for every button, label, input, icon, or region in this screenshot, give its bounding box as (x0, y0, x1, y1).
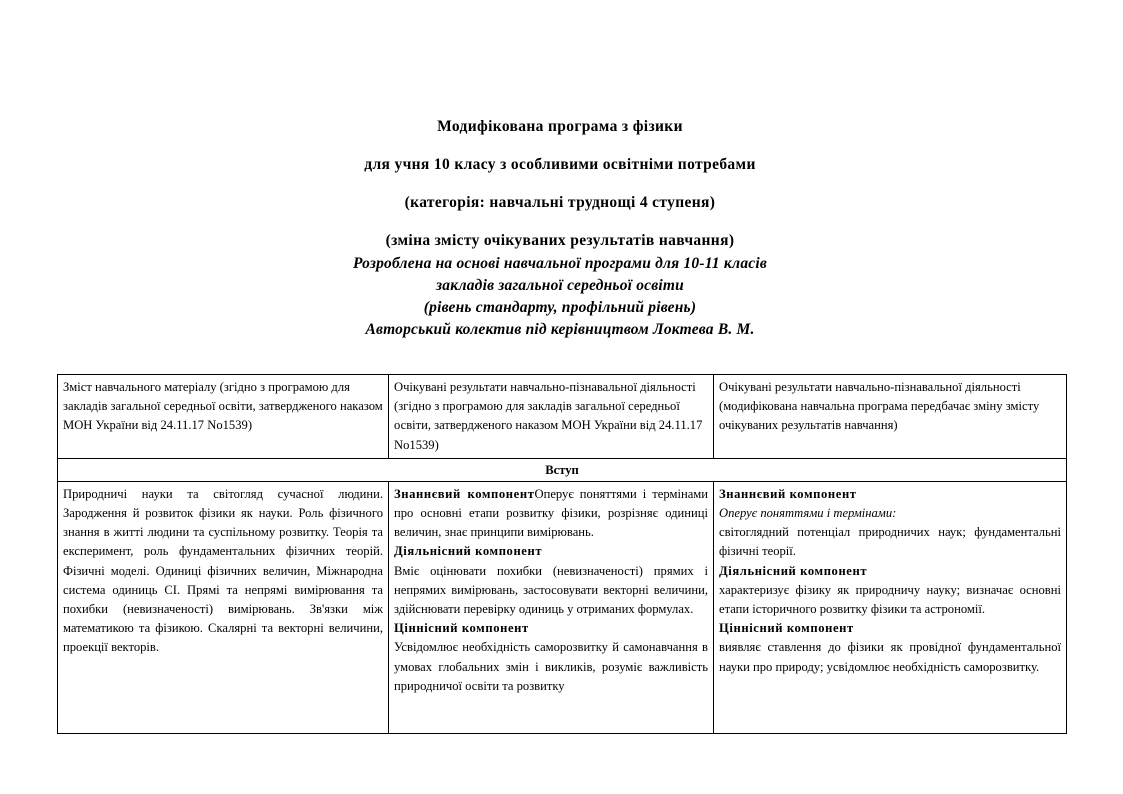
cell-expected-results-original (389, 481, 714, 733)
table-header-row (58, 375, 1067, 459)
text-activity-component-original: Вміє оцінювати похибки (невизначеності) прямих і непрямих вимірювань, застосовувати векторні величини, здійснювати перевірку одиниць у отриманих формулах. (394, 563, 708, 617)
page-title-line-2: для учня 10 класу з особливими освітніми потребами (364, 156, 756, 173)
cell-expected-results-modified (714, 481, 1067, 733)
text-value-component-modified: виявляє ставлення до фізики як провідної фундаментальної науки про природу; усвідомлює необхідність саморозвитку. (719, 640, 1061, 674)
document-subtitle-block (160, 253, 960, 341)
subtitle-line-2: закладів загальної середньої освіти (436, 277, 684, 294)
text-activity-component-modified: характеризує фізику як природничу науку; визначає основні етапи історичного розвитку фізики та астрономії. (719, 582, 1061, 617)
subtitle-line-4: Авторський колектив під керівництвом Локтева В. М. (365, 321, 755, 338)
text-knowledge-component-modified: світоглядний потенціал природничих наук; фундаментальні фізичні теорії. (719, 525, 1061, 559)
document-title-block (160, 108, 960, 260)
table-row (58, 481, 1067, 733)
page-title-line-3: (категорія: навчальні труднощі 4 ступеня) (404, 194, 716, 211)
cell-content-material: Природничі науки та світогляд сучасної людини. Зародження й розвиток фізики як науки. Роль фізичного знання в житті людини та суспільному розвитку. Теорія та експеримент, роль фундаментальних фізичних теорій. Фізичні моделі. Одиниці фізичних величин, Міжнародна система одиниць СІ. Прямі та непрямі вимірювання та похибки (невизначеності) вимірювань. Зв'язки між математикою та фізикою. Скалярні та векторні величини, проекції векторів. (58, 481, 389, 733)
column-header-content: Зміст навчального матеріалу (згідно з програмою для закладів загальної середньої освіти, затвердженого наказом МОН України від 24.11.17 No1539) (58, 375, 389, 459)
page-title-line-1: Модифікована програма з фізики (437, 118, 683, 135)
subtitle-line-1: Розроблена на основі навчальної програми для 10-11 класів (353, 255, 767, 272)
label-activity-component-original: Діяльнісний компонент (394, 544, 543, 559)
label-activity-component-modified: Діяльнісний компонент (719, 563, 868, 578)
section-title-vstup: Вступ (58, 458, 1067, 481)
label-knowledge-component-original: Знаннєвий компонент (394, 486, 535, 501)
label-value-component-modified: Ціннісний компонент (719, 621, 854, 636)
curriculum-table (57, 374, 1067, 734)
text-value-component-original: Усвідомлює необхідність саморозвитку й самонавчання в умовах глобальних змін і викликів, розуміє важливість природничої освіти та розвитку (394, 640, 708, 693)
column-header-expected-results-original: Очікувані результати навчально-пізнавальної діяльності (згідно з програмою для закладів загальної середньої освіти, затвердженого наказом МОН України від 24.11.17 No1539) (389, 375, 714, 459)
subtitle-line-3: (рівень стандарту, профільний рівень) (423, 299, 697, 316)
italic-operates-concepts: Оперує поняттями і термінами: (719, 506, 897, 521)
table-section-row (58, 458, 1067, 481)
text-knowledge-component-original: Оперує поняттями і термінами про основні етапи розвитку фізики, розрізняє одиниці величин, знає принципи вимірювань. (394, 486, 708, 540)
label-knowledge-component-modified: Знаннєвий компонент (719, 486, 857, 501)
page-title-line-4: (зміна змісту очікуваних результатів навчання) (385, 232, 735, 249)
column-header-expected-results-modified: Очікувані результати навчально-пізнавальної діяльності (модифікована навчальна програма передбачає зміну змісту очікуваних результатів навчання) (714, 375, 1067, 459)
label-value-component-original: Ціннісний компонент (394, 621, 529, 636)
